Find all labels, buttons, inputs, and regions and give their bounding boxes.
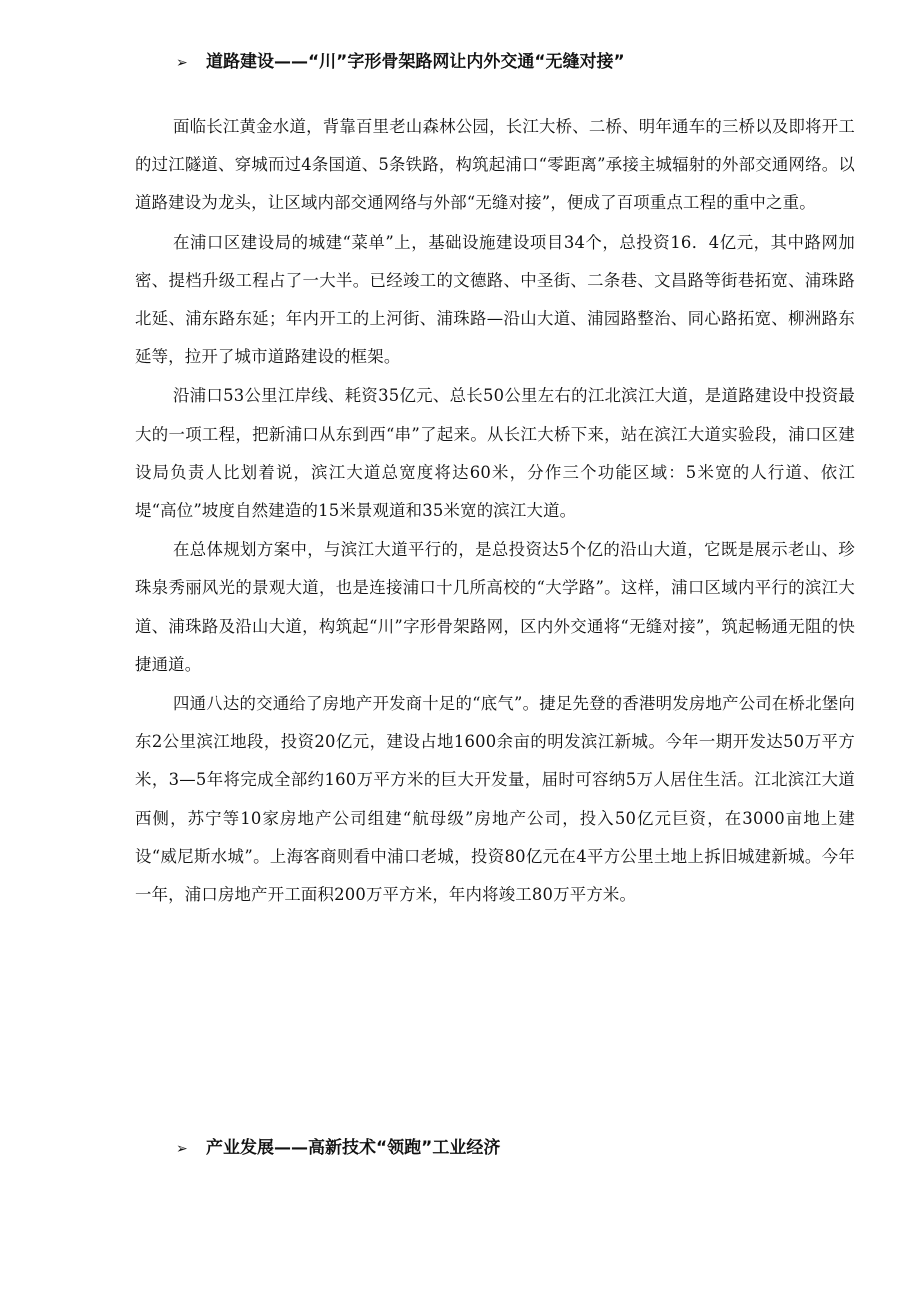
paragraph-riverside-avenue: 沿浦口53公里江岸线、耗资35亿元、总长50公里左右的江北滨江大道，是道路建设中投资最大的一项工程，把新浦口从东到西“串”了起来。从长江大桥下来，站在滨江大道实验段，浦口区建设局负责人比划着说，滨江大道总宽度将达60米，分作三个功能区域：5米宽的人行道、依江堤“高位”坡度自然建造的15米景观道和35米宽的滨江大道。 [135, 386, 855, 521]
paragraph-infrastructure-menu: 在浦口区建设局的城建“菜单”上，基础设施建设项目34个，总投资16．4亿元，其中路网加密、提档升级工程占了一大半。已经竣工的文德路、中圣街、二条巷、文昌路等街巷拓宽、浦珠路北延、浦东路东延；年内开工的上河街、浦珠路—沿山大道、浦园路整治、同心路拓宽、柳洲路东延等，拉开了城市道路建设的框架。 [135, 232, 855, 367]
section-heading-industry-development [176, 1138, 500, 1159]
section-heading-text: 产业发展——高新技术“领跑”工业经济 [206, 1138, 501, 1158]
paragraph-mountain-avenue: 在总体规划方案中，与滨江大道平行的，是总投资达5个亿的沿山大道，它既是展示老山、珍珠泉秀丽风光的景观大道，也是连接浦口十几所高校的“大学路”。这样，浦口区域内平行的滨江大道、浦珠路及沿山大道，构筑起“川”字形骨架路网，区内外交通将“无缝对接”，筑起畅通无阻的快捷通道。 [135, 540, 855, 674]
arrow-bullet-icon: ➢ [176, 1141, 188, 1157]
section-heading-road-construction [176, 52, 625, 73]
article-body [135, 108, 855, 915]
paragraph-transport-network: 面临长江黄金水道，背靠百里老山森林公园，长江大桥、二桥、明年通车的三桥以及即将开工的过江隧道、穿城而过4条国道、5条铁路，构筑起浦口“零距离”承接主城辐射的外部交通网络。以道路建设为龙头，让区域内部交通网络与外部“无缝对接”，便成了百项重点工程的重中之重。 [135, 117, 855, 213]
paragraph-real-estate: 四通八达的交通给了房地产开发商十足的“底气”。捷足先登的香港明发房地产公司在桥北堡向东2公里滨江地段，投资20亿元，建设占地1600余亩的明发滨江新城。今年一期开发达50万平方米，3—5年将完成全部约160万平方米的巨大开发量，届时可容纳5万人居住生活。江北滨江大道西侧，苏宁等10家房地产公司组建“航母级”房地产公司，投入50亿元巨资，在3000亩地上建设“威尼斯水城”。上海客商则看中浦口老城，投资80亿元在4平方公里土地上拆旧城建新城。今年一年，浦口房地产开工面积200万平方米，年内将竣工80万平方米。 [135, 694, 855, 905]
arrow-bullet-icon: ➢ [176, 55, 188, 71]
section-heading-text: 道路建设——“川”字形骨架路网让内外交通“无缝对接” [206, 52, 625, 72]
